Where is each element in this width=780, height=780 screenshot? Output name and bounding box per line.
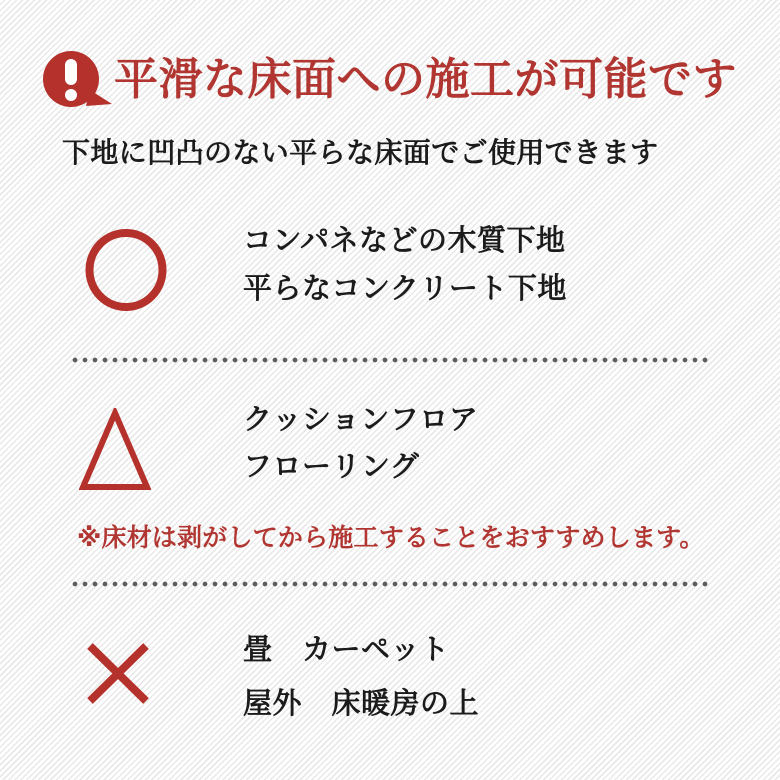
caution-note: ※床材は剥がしてから施工することをおすすめします。: [77, 524, 705, 552]
section-not-suitable: [243, 623, 479, 731]
suitable-line: 平らなコンクリート下地: [243, 273, 567, 305]
triangle-caution-icon: [79, 408, 151, 490]
not-suitable-line: 屋外 床暖房の上: [243, 688, 480, 720]
exclamation-bubble-icon: [40, 49, 114, 111]
circle-ok-icon: [85, 229, 167, 311]
page-title: 平滑な床面への施工が可能です: [114, 55, 737, 104]
not-suitable-line: 畳 カーペット: [243, 634, 450, 666]
caution-line: クッションフロア: [243, 404, 479, 436]
caution-line: フローリング: [243, 451, 420, 483]
subtitle: 下地に凹凸のない平らな床面でご使用できます: [62, 137, 659, 168]
dotted-divider: [72, 581, 709, 587]
section-caution: [243, 397, 478, 491]
suitable-line: コンパネなどの木質下地: [243, 225, 566, 257]
dotted-divider: [72, 357, 709, 363]
section-suitable: [243, 217, 567, 313]
cross-ng-icon: [86, 643, 150, 704]
